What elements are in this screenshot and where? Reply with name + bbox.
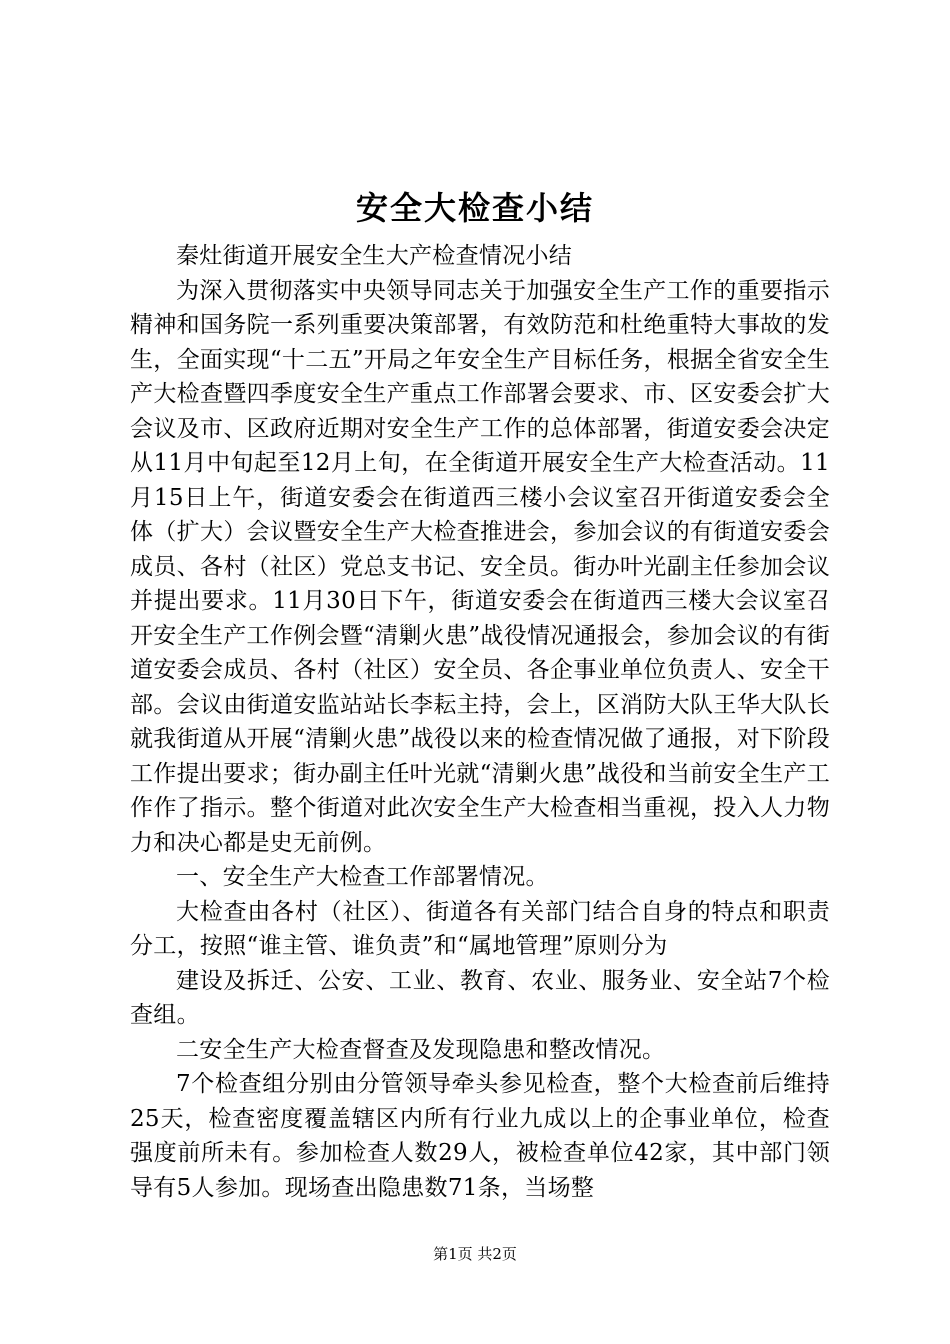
body-paragraph: 建设及拆迁、公安、工业、教育、农业、服务业、安全站7个检查组。 [130,967,830,1028]
body-paragraph: 大检查由各村（社区）、街道各有关部门结合自身的特点和职责分工，按照“谁主管、谁负责”和“属地管理”原则分为 [130,898,830,959]
document-body [130,239,830,1205]
subtitle-paragraph: 秦灶街道开展安全生大产检查情况小结 [176,243,573,269]
body-paragraph: 为深入贯彻落实中央领导同志关于加强安全生产工作的重要指示精神和国务院一系列重要决策部署，有效防范和杜绝重特大事故的发生，全面实现“十二五”开局之年安全生产目标任务，根据全省安全生产大检查暨四季度安全生产重点工作部署会要求、市、区安委会扩大会议及市、区政府近期对安全生产工作的总体部署，街道安委会决定从11月中旬起至12月上旬，在全街道开展安全生产大检查活动。11月15日上午，街道安委会在街道西三楼小会议室召开街道安委会全体（扩大）会议暨安全生产大检查推进会，参加会议的有街道安委会成员、各村（社区）党总支书记、安全员。街办叶光副主任参加会议并提出要求。11月30日下午，街道安委会在街道西三楼大会议室召开安全生产工作例会暨“清剿火患”战役情况通报会，参加会议的有街道安委会成员、各村（社区）安全员、各企事业单位负责人、安全干部。会议由街道安监站站长李耘主持，会上，区消防大队王华大队长就我街道从开展“清剿火患”战役以来的检查情况做了通报，对下阶段工作提出要求；街办副主任叶光就“清剿火患”战役和当前安全生产工作作了指示。整个街道对此次安全生产大检查相当重视，投入人力物力和决心都是史无前例。 [130,277,830,856]
document-title: 安全大检查小结 [355,189,594,227]
section-heading: 二安全生产大检查督查及发现隐患和整改情况。 [176,1036,666,1063]
body-paragraph: 7个检查组分别由分管领导牵头参见检查，整个大检查前后维持25天，检查密度覆盖辖区内所有行业九成以上的企事业单位，检查强度前所未有。参加检查人数29人，被检查单位42家，其中部门领导有5人参加。现场查出隐患数71条，当场整 [130,1071,830,1201]
section-heading: 一、安全生产大检查工作部署情况。 [176,864,549,890]
page-footer: 第1页 共2页 [433,1245,517,1263]
